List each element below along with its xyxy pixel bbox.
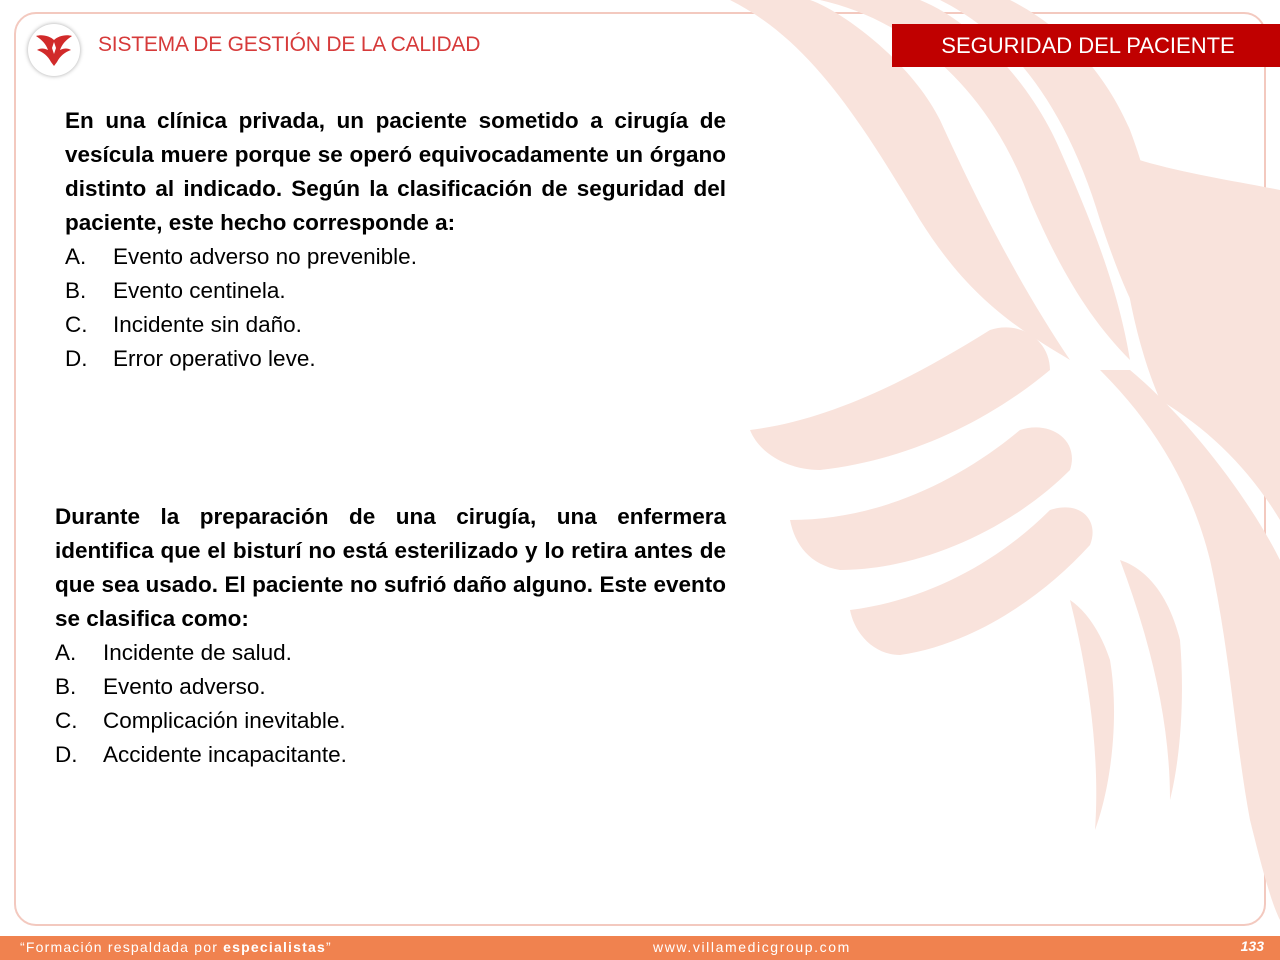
answer-options <box>55 636 726 772</box>
tagline-prefix: “Formación respaldada por <box>20 939 224 955</box>
option-text: Error operativo leve. <box>113 346 316 371</box>
option-letter: A. <box>55 640 77 665</box>
answer-option-d[interactable] <box>65 342 726 376</box>
option-letter: B. <box>65 278 87 303</box>
option-text: Evento adverso. <box>103 674 266 699</box>
option-letter: C. <box>55 708 78 733</box>
logo <box>28 24 80 76</box>
answer-option-b[interactable] <box>65 274 726 308</box>
answer-option-a[interactable] <box>65 240 726 274</box>
footer-tagline <box>20 939 332 955</box>
answer-option-c[interactable] <box>55 704 726 738</box>
option-letter: D. <box>55 742 78 767</box>
option-text: Evento adverso no prevenible. <box>113 244 417 269</box>
option-text: Evento centinela. <box>113 278 286 303</box>
option-text: Complicación inevitable. <box>103 708 346 733</box>
answer-option-a[interactable] <box>55 636 726 670</box>
answer-options <box>65 240 726 376</box>
answer-option-c[interactable] <box>65 308 726 342</box>
option-text: Incidente sin daño. <box>113 312 302 337</box>
footer-bar <box>0 936 1280 960</box>
option-letter: A. <box>65 244 87 269</box>
question-1 <box>65 104 726 376</box>
section-badge: SEGURIDAD DEL PACIENTE <box>892 24 1280 67</box>
option-letter: C. <box>65 312 88 337</box>
tagline-emphasis: especialistas <box>223 939 326 955</box>
answer-option-d[interactable] <box>55 738 726 772</box>
option-letter: D. <box>65 346 88 371</box>
question-stem: En una clínica privada, un paciente sometido a cirugía de vesícula muere porque se operó equivocadamente un órgano distinto al indicado. Según la clasificación de seguridad del paciente, este hecho corresponde a: <box>65 108 726 235</box>
page-number: 133 <box>1240 938 1264 954</box>
phoenix-logo-icon <box>34 32 74 68</box>
answer-option-b[interactable] <box>55 670 726 704</box>
tagline-suffix: ” <box>325 939 332 955</box>
question-2 <box>55 500 726 772</box>
option-letter: B. <box>55 674 77 699</box>
phoenix-watermark-icon <box>690 0 1280 935</box>
option-text: Accidente incapacitante. <box>103 742 347 767</box>
question-stem: Durante la preparación de una cirugía, una enfermera identifica que el bisturí no está esterilizado y lo retira antes de que sea usado. El paciente no sufrió daño alguno. Este evento se clasifica como: <box>55 504 726 631</box>
option-text: Incidente de salud. <box>103 640 292 665</box>
system-title: SISTEMA DE GESTIÓN DE LA CALIDAD <box>98 33 481 56</box>
footer-website-link[interactable]: www.villamedicgroup.com <box>653 939 851 955</box>
